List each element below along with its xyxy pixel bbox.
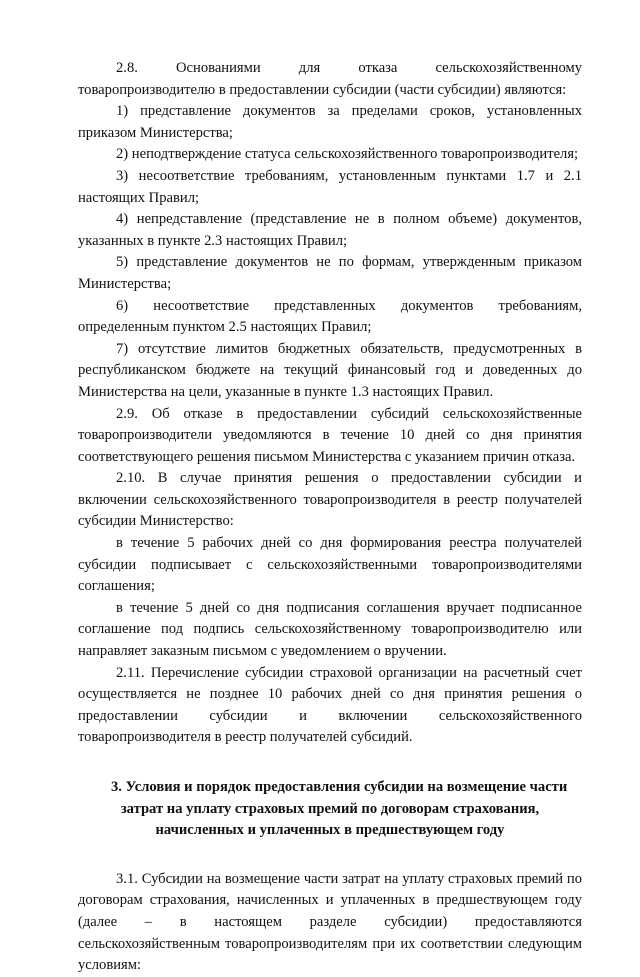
paragraph-2-10-b: в течение 5 дней со дня подписания соглашения вручает подписанное соглашение под подпись сельскохозяйственному товаропроизводителю или направляет заказным письмом с уведомлением о вручении. — [78, 599, 582, 660]
section-heading-line-2: затрат на уплату страховых премий по договорам страхования, — [120, 800, 540, 817]
paragraph-2-8: 2.8. Основаниями для отказа сельскохозяйственному товаропроизводителю в предоставлении субсидии (части субсидии) являются: — [78, 60, 582, 98]
section-3-heading — [78, 777, 582, 842]
paragraph-3-1: 3.1. Субсидии на возмещение части затрат на уплату страховых премий по договорам страхования, начисленных и уплаченных в предшествующем году (далее – в настоящем разделе субсидии) предоставляются сельскохозяйственным товаропроизводителям при их соответствии следующим условиям: — [78, 870, 582, 974]
paragraph-2-11: 2.11. Перечисление субсидии страховой организации на расчетный счет осуществляется не позднее 10 рабочих дней со дня принятия решения о предоставлении субсидии и включении сельскохозяйственного товаропроизводителя в реестр получателей субсидий. — [78, 664, 582, 746]
section-heading-line-1: 3. Условия и порядок предоставления субсидии на возмещение части — [111, 779, 568, 795]
document-page — [78, 58, 582, 977]
list-item-3: 3) несоответствие требованиям, установленным пунктами 1.7 и 2.1 настоящих Правил; — [78, 167, 582, 206]
paragraph-2-9: 2.9. Об отказе в предоставлении субсидий сельскохозяйственные товаропроизводители уведомляются в течение 10 дней со дня принятия соответствующего решения письмом Министерства с указанием причин отказа. — [78, 405, 582, 465]
section-heading-line-3: начисленных и уплаченных в предшествующем году — [155, 822, 505, 839]
list-item-1: 1) представление документов за пределами сроков, установленных приказом Министерства; — [78, 103, 582, 141]
list-item-5: 5) представление документов не по формам, утвержденным приказом Министерства; — [78, 254, 582, 292]
list-item-4: 4) непредставление (представление не в полном объеме) документов, указанных в пункте 2.3 настоящих Правил; — [78, 211, 582, 249]
paragraph-2-10-a: в течение 5 рабочих дней со дня формирования реестра получателей субсидии подписывает с сельскохозяйственными товаропроизводителями соглашения; — [78, 535, 582, 595]
list-item-2: 2) неподтверждение статуса сельскохозяйственного товаропроизводителя; — [116, 146, 579, 163]
paragraph-2-10: 2.10. В случае принятия решения о предоставлении субсидии и включении сельскохозяйственного товаропроизводителя в реестр получателей субсидии Министерство: — [78, 470, 582, 530]
list-item-7: 7) отсутствие лимитов бюджетных обязательств, предусмотренных в республиканском бюджете на текущий финансовый год и доведенных до Министерства на цели, указанные в пункте 1.3 настоящих Правил. — [78, 340, 582, 400]
list-item-6: 6) несоответствие представленных документов требованиям, определенным пунктом 2.5 настоящих Правил; — [78, 297, 582, 336]
